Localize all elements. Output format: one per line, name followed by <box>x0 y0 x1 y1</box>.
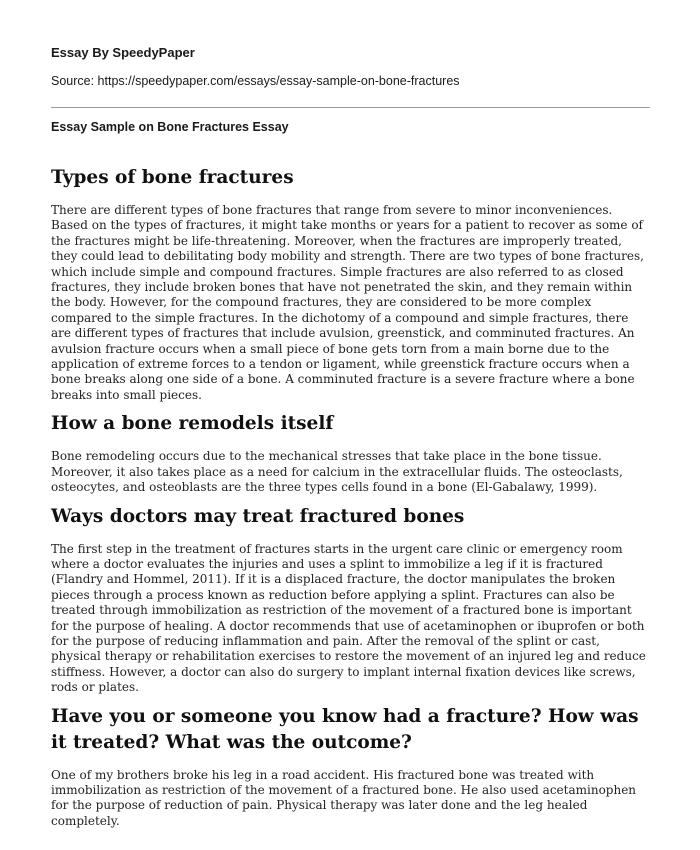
section-heading-treatment: Ways doctors may treat fractured bones <box>51 505 465 527</box>
section-body-types: There are different types of bone fractures that range from severe to minor inconveniences. Based on the types of fractures, it might take months or years for a patient to recover as some of the fractures might be life-threatening. Moreover, when the fractures are improperly treated, they could lead to debilitating body mobility and strength. There are two types of bone fractures, which include simple and compound fractures. Simple fractures are also referred to as closed fractures, they include broken bones that have not penetrated the skin, and they remain within the body. However, for the compound fractures, they are considered to be more complex compared to the simple fractures. In the dichotomy of a compound and simple fractures, there are different types of fractures that include avulsion, greenstick, and comminuted fractures. An avulsion fracture occurs when a small piece of bone gets torn from a main borne due to the application of extreme forces to a tendon or ligament, while greenstick fracture occurs when a bone breaks along one side of a bone. A comminuted fracture is a severe fracture where a bone breaks into small pieces. <box>51 203 644 402</box>
section-body-treatment: The first step in the treatment of fractures starts in the urgent care clinic or emergency room where a doctor evaluates the injuries and uses a splint to immobilize a leg if it is fractured (Flandry and Hommel, 2011). If it is a displaced fracture, the doctor manipulates the broken pieces through a process known as reduction before applying a splint. Fractures can also be treated through immobilization as restriction of the movement of a fractured bone is important for the purpose of healing. A doctor recommends that use of acetaminophen or ibuprofen or both for the purpose of reducing inflammation and pain. After the removal of the splint or cast, physical therapy or rehabilitation exercises to restore the movement of an injured leg and reduce stiffness. However, a doctor can also do surgery to implant internal fixation devices like screws, rods or plates. <box>51 541 646 695</box>
section-heading-remodeling: How a bone remodels itself <box>51 413 334 435</box>
section-heading-personal: Have you or someone you know had a fracture? How was it treated? What was the outcome? <box>51 705 639 753</box>
section-heading-types: Types of bone fractures <box>51 167 294 188</box>
site-title: Essay By SpeedyPaper <box>51 45 195 60</box>
essay-content <box>51 165 651 837</box>
section-body-remodeling: Bone remodeling occurs due to the mechanical stresses that take place in the bone tissue. Moreover, it also takes place as a need for calcium in the extracellular fluids. The osteoclasts, osteocytes, and osteoblasts are the three types cells found in a bone (El-Gabalawy, 1999). <box>51 449 623 495</box>
source-line: Source: https://speedypaper.com/essays/essay-sample-on-bone-fractures <box>51 74 460 88</box>
header-divider <box>51 107 650 108</box>
section-body-personal: One of my brothers broke his leg in a road accident. His fractured bone was treated with immobilization as restriction of the movement of a fractured bone. He also used acetaminophen for the purpose of reduction of pain. Physical therapy was later done and the leg healed completely. <box>51 767 637 828</box>
essay-title: Essay Sample on Bone Fractures Essay <box>51 120 289 134</box>
